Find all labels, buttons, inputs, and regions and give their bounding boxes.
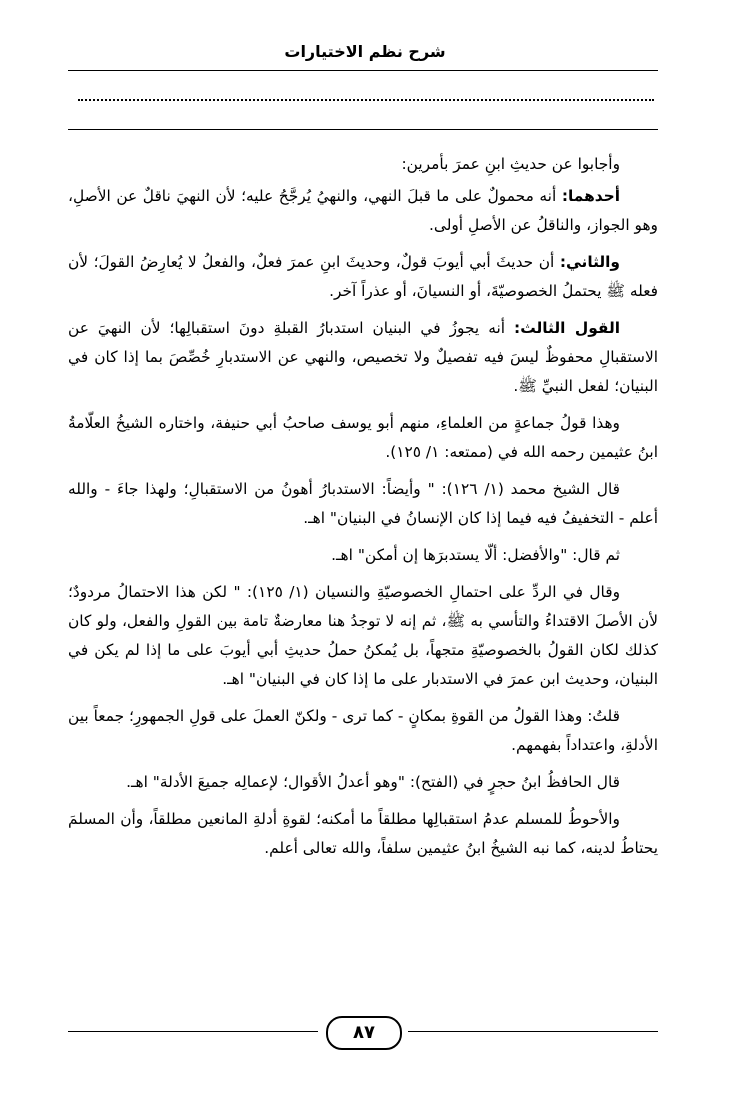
paragraph bbox=[68, 475, 658, 533]
paragraph bbox=[68, 578, 658, 694]
paragraph bbox=[68, 541, 658, 570]
paragraph-text: والأحوطُ للمسلم عدمُ استقبالِها مطلقاً ما أمكنه؛ لقوةِ أدلةِ المانعين مطلقاً، وأن المسلمَ يحتاطُ لدينه، كما نبه الشيخُ ابنُ عثيمين سلفاً، والله تعالى أعلم. bbox=[68, 810, 658, 857]
header-rule-top bbox=[68, 70, 658, 71]
paragraph-text: قلتُ: وهذا القولُ من القوةِ بمكانٍ - كما ترى - ولكنّ العملَ على قولِ الجمهورِ؛ جمعاً بين الأدلةِ، واعتداداً بفهمهم. bbox=[68, 707, 658, 754]
paragraph bbox=[68, 409, 658, 467]
page-number: ٨٧ bbox=[326, 1016, 402, 1050]
paragraph-text: وأجابوا عن حديثِ ابنِ عمرَ بأمرين: bbox=[401, 155, 620, 173]
paragraph bbox=[68, 805, 658, 863]
paragraph bbox=[68, 182, 658, 240]
header-dotted-line bbox=[78, 99, 654, 101]
paragraph-text: ثم قال: "والأفضل: ألّا يستدبرَها إن أمكن" اهـ. bbox=[331, 546, 620, 564]
paragraph-text: قال الحافظُ ابنُ حجرٍ في (الفتح): "وهو أعدلُ الأقوال؛ لإعمالِه جميعَ الأدلة" اهـ. bbox=[126, 773, 620, 791]
footer-rule-left bbox=[68, 1031, 318, 1032]
paragraph bbox=[68, 150, 658, 179]
paragraph bbox=[68, 248, 658, 306]
paragraph-text: وهذا قولُ جماعةٍ من العلماءِ، منهم أبو يوسف صاحبُ أبي حنيفة، واختاره الشيخُ العلّامةُ ابنُ عثيمين رحمه الله في (ممتعه: ١/ ١٢٥). bbox=[68, 414, 658, 461]
paragraph-lead: القول الثالث: bbox=[514, 319, 620, 337]
paragraph-text: أنه محمولٌ على ما قبلَ النهي، والنهيُ يُرجَّحُ عليه؛ لأن النهيَ ناقلٌ عن الأصلِ، وهو الجواز، والناقلُ عن الأصلِ أولى. bbox=[68, 187, 658, 234]
paragraph bbox=[68, 702, 658, 760]
running-title: شرح نظم الاختيارات bbox=[284, 42, 446, 61]
paragraph-lead: والثاني: bbox=[559, 253, 620, 271]
paragraph-lead: أحدهما: bbox=[561, 187, 620, 205]
paragraph-text: قال الشيخ محمد (١/ ١٢٦): " وأيضاً: الاستدبارُ أهونُ من الاستقبالِ؛ ولهذا جاءَ - والله أعلم - التخفيفُ فيه فيما إذا كان الإنسانُ في البنيان" اهـ. bbox=[68, 480, 658, 527]
footer-rule-right bbox=[408, 1031, 658, 1032]
paragraph-text: أن حديثَ أبي أيوبَ قولٌ، وحديثَ ابنِ عمرَ فعلٌ، والفعلُ لا يُعارِضُ القولَ؛ لأن فعله ﷺ يحتملُ الخصوصيّةَ، أو النسيانَ، أو عذراً آخر. bbox=[68, 253, 658, 300]
paragraph-text: وقال في الردِّ على احتمالِ الخصوصيّةِ والنسيان (١/ ١٢٥): " لكن هذا الاحتمالُ مردودٌ؛ لأن الأصلَ الاقتداءُ والتأسي به ﷺ، ثم إنه لا توجدُ هنا معارضةٌ تامة بين القولِ والفعل، ولو كان كذلك لكان القولُ بالخصوصيّةِ متجهاً، بل يُمكنُ حملُ حديثِ أبي أيوبَ على ما إذا لم يكن في البنيان، وحديث ابن عمرَ في الاستدبار على ما إذا كان في البنيان" اهـ. bbox=[68, 583, 658, 688]
paragraph-text: أنه يجوزُ في البنيان استدبارُ القبلةِ دونَ استقبالِها؛ لأن النهيَ عن الاستقبالِ محفوظٌ ليسَ فيه تفصيلٌ ولا تخصيص، والنهي عن الاستدبارِ خُصِّصَ بما إذا كان في البنيان؛ لفعل النبيِّ ﷺ. bbox=[68, 319, 658, 395]
paragraph bbox=[68, 314, 658, 401]
paragraph bbox=[68, 768, 658, 797]
page-footer bbox=[68, 1014, 658, 1050]
page-body bbox=[68, 150, 658, 871]
header-rule-bottom bbox=[68, 129, 658, 130]
